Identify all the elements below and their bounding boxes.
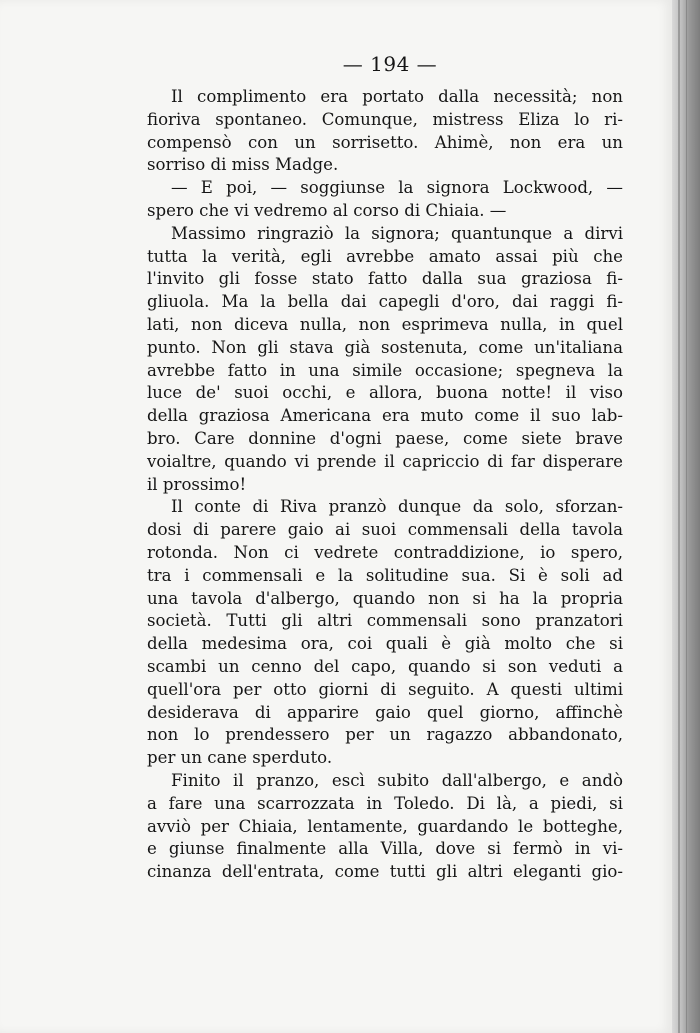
text-line: avrebbe fatto in una simile occasione; spegneva la <box>147 360 623 380</box>
text-line: non lo prendessero per un ragazzo abbandonato, <box>147 725 623 745</box>
text-line: il prossimo! <box>147 474 247 494</box>
page-number: — 194 — <box>342 52 438 76</box>
text-line: quell'ora per otto giorni di seguito. A questi ultimi <box>147 679 623 699</box>
body-text <box>147 86 623 884</box>
text-line: e giunse finalmente alla Villa, dove si fermò in vi- <box>147 839 623 859</box>
text-line: cinanza dell'entrata, come tutti gli altri eleganti gio- <box>147 862 623 882</box>
text-line: sorriso di miss Madge. <box>147 155 339 175</box>
text-line: Il conte di Riva pranzò dunque da solo, sforzan- <box>171 497 623 517</box>
text-line: rotonda. Non ci vedrete contraddizione, io spero, <box>147 542 623 562</box>
text-line: a fare una scarrozzata in Toledo. Di là, a piedi, si <box>147 793 623 813</box>
text-line: punto. Non gli stava già sostenuta, come un'italiana <box>147 337 623 357</box>
text-line: lati, non diceva nulla, non esprimeva nulla, in quel <box>147 314 623 334</box>
text-line: Massimo ringraziò la signora; quantunque a dirvi <box>171 223 623 243</box>
text-line: tra i commensali e la solitudine sua. Si è soli ad <box>147 565 623 585</box>
text-line: Il complimento era portato dalla necessità; non <box>171 87 623 106</box>
text-line: avviò per Chiaia, lentamente, guardando le botteghe, <box>147 816 623 836</box>
text-line: tutta la verità, egli avrebbe amato assai più che <box>147 246 623 266</box>
text-line: scambi un cenno del capo, quando si son veduti a <box>147 656 623 676</box>
text-line: spero che vi vedremo al corso di Chiaia. — <box>147 200 507 220</box>
text-line: una tavola d'albergo, quando non si ha la propria <box>147 588 623 608</box>
text-line: società. Tutti gli altri commensali sono pranzatori <box>147 611 623 631</box>
text-line: gliuola. Ma la bella dai capegli d'oro, dai raggi fi- <box>147 292 623 312</box>
text-line: bro. Care donnine d'ogni paese, come siete brave <box>147 428 623 448</box>
text-line: dosi di parere gaio ai suoi commensali della tavola <box>147 520 623 540</box>
text-line: desiderava di apparire gaio quel giorno, affinchè <box>147 702 623 722</box>
text-line: per un cane sperduto. <box>147 748 333 768</box>
text-line: l'invito gli fosse stato fatto dalla sua graziosa fi- <box>147 269 623 289</box>
text-line: della medesima ora, coi quali è già molto che si <box>147 634 623 654</box>
text-line: compensò con un sorrisetto. Ahimè, non era un <box>147 132 623 152</box>
text-line: — E poi, — soggiunse la signora Lockwood, — <box>171 178 623 198</box>
page-edge <box>672 0 700 1033</box>
text-line: luce de' suoi occhi, e allora, buona notte! il viso <box>147 383 623 403</box>
text-line: voialtre, quando vi prende il capriccio di far disperare <box>147 451 623 471</box>
text-line: fioriva spontaneo. Comunque, mistress Eliza lo ri- <box>147 109 623 129</box>
text-line: Finito il pranzo, escì subito dall'albergo, e andò <box>171 770 623 790</box>
text-line: della graziosa Americana era muto come il suo lab- <box>147 406 623 426</box>
